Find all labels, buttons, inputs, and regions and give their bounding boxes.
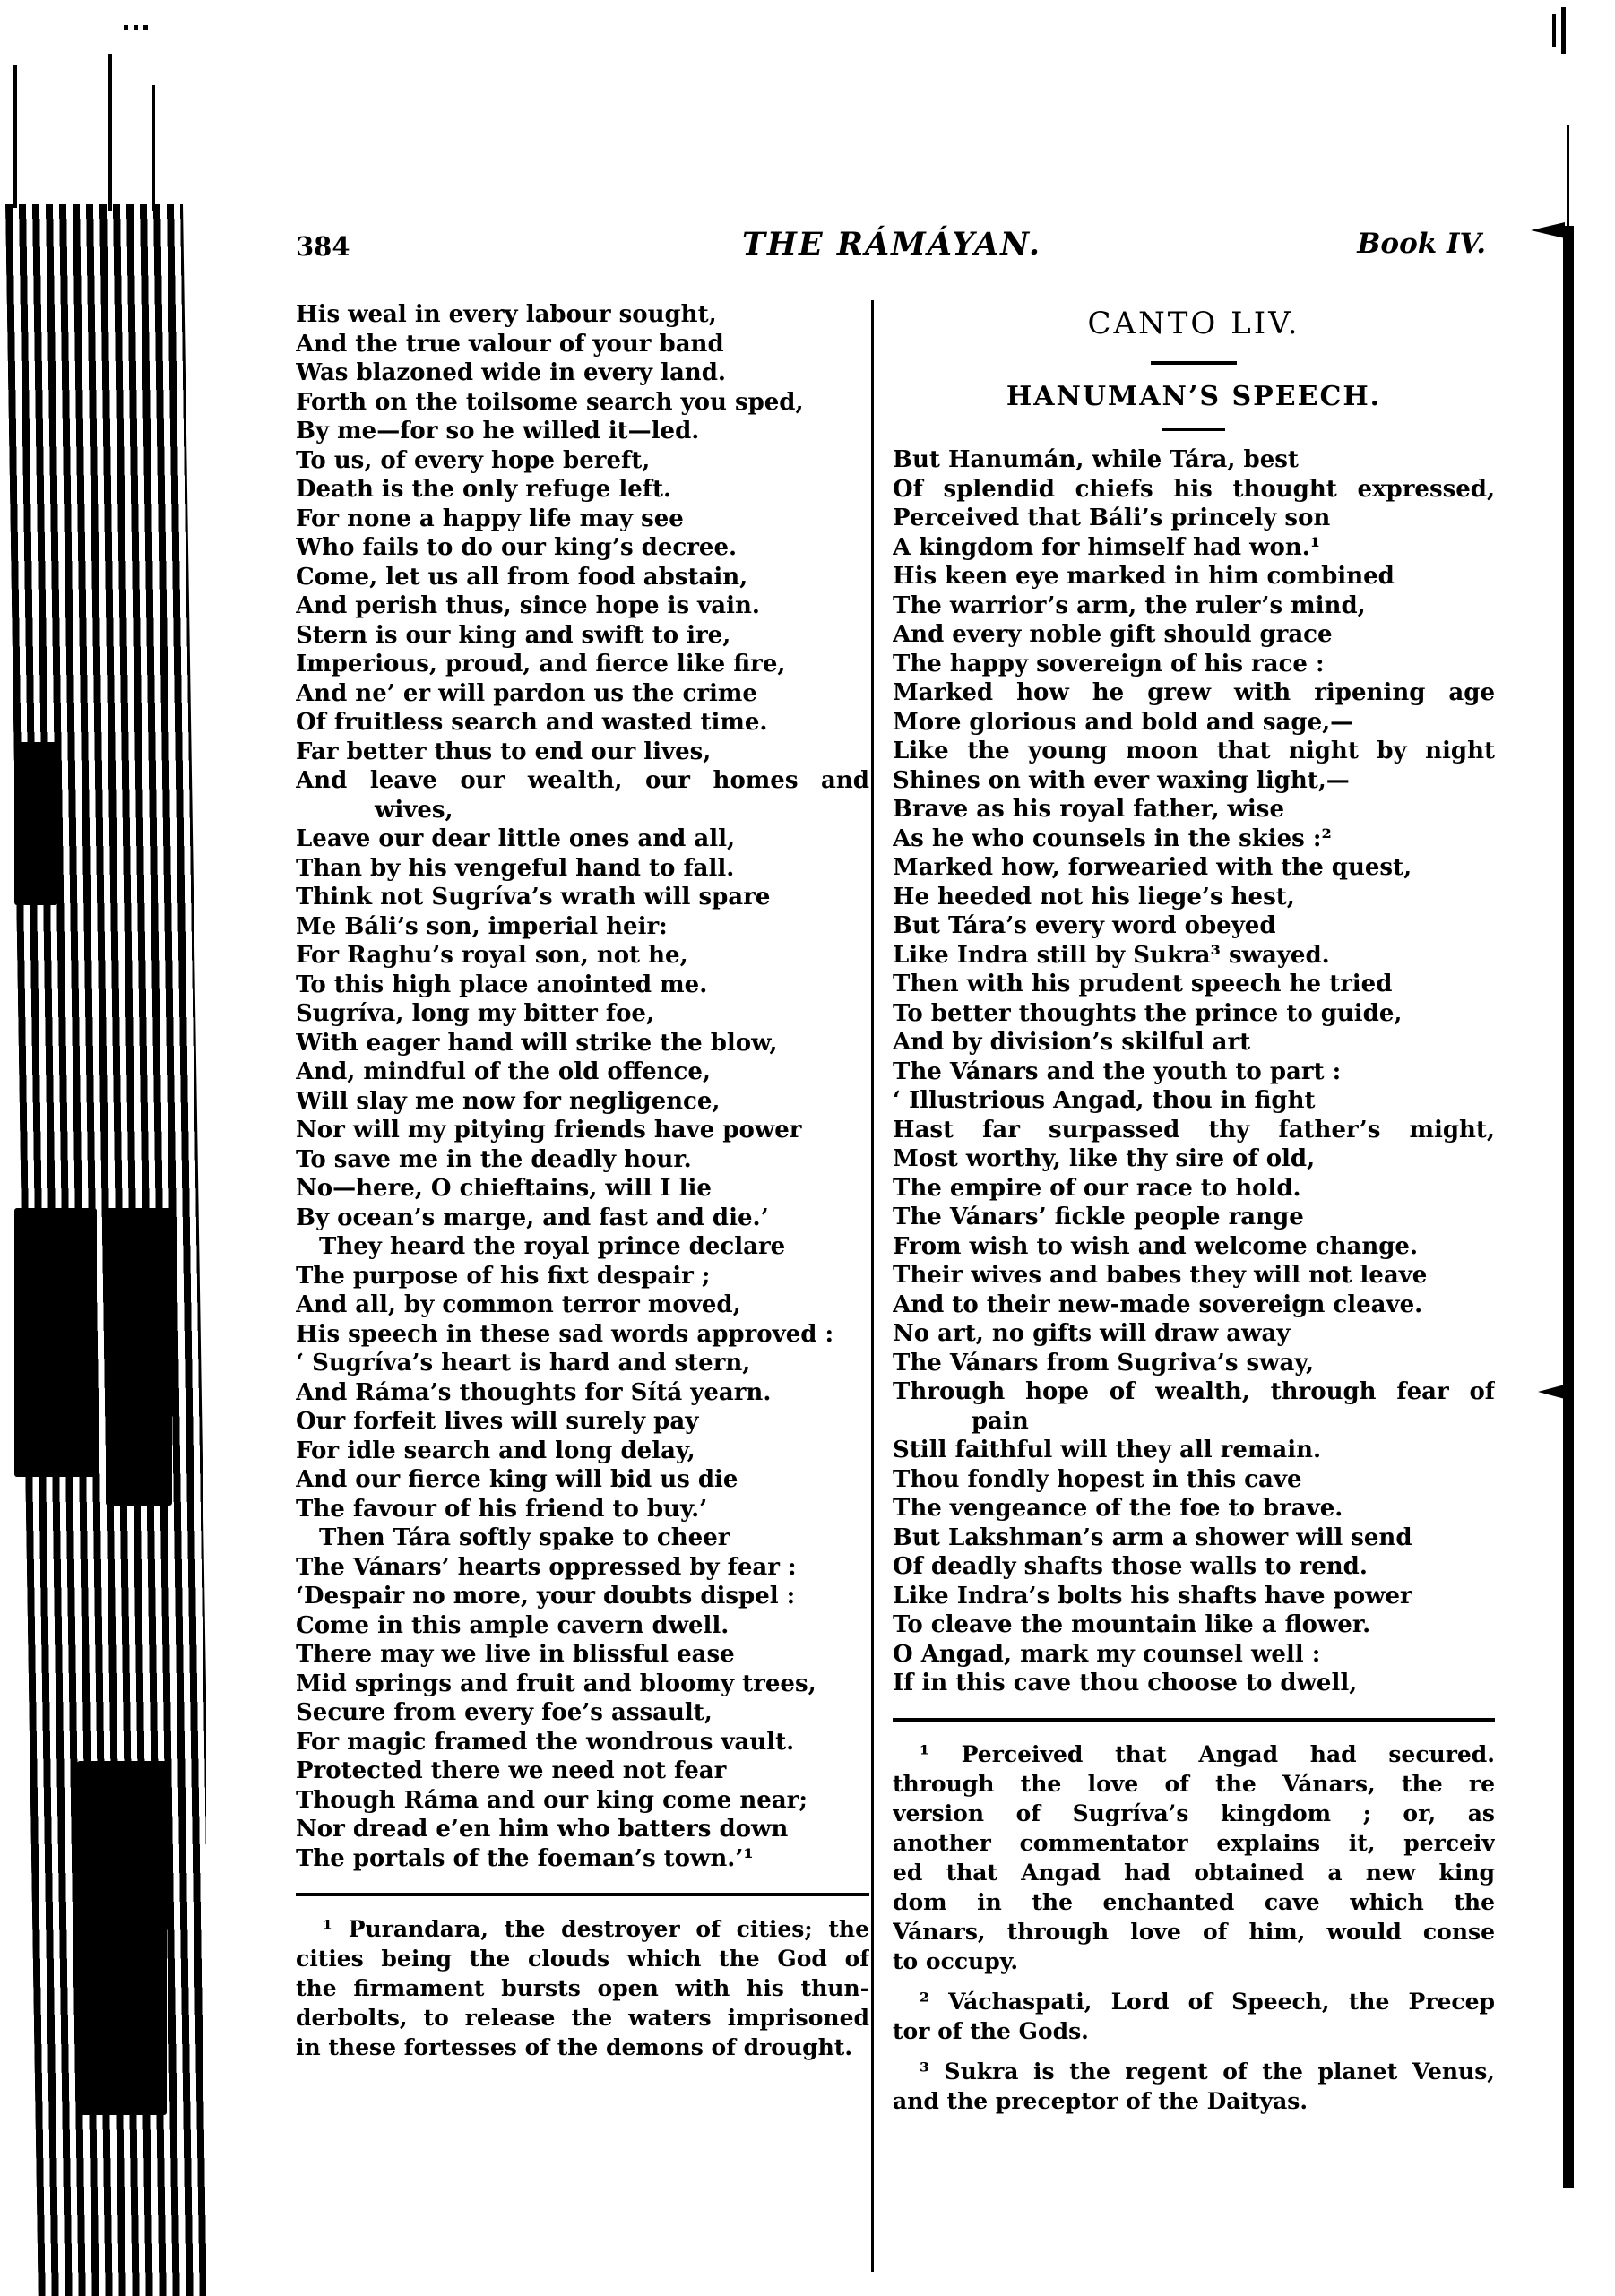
footnote-rule — [893, 1718, 1495, 1722]
ink-blob-artifact — [14, 1208, 97, 1477]
poem-line: Nor will my pitying friends have power — [296, 1117, 802, 1144]
poem-line: Secure from every foe’s assault, — [296, 1699, 712, 1726]
poem-line: The happy sovereign of his race : — [893, 650, 1325, 678]
right-poem — [893, 445, 1495, 1698]
poem-line: Leave our dear little ones and all, — [296, 825, 736, 852]
footnote-line: dom in the enchanted cave which the — [893, 1888, 1495, 1915]
poem-line: Of deadly shafts those walls to rend. — [893, 1553, 1368, 1580]
poem-line: And to their new-made sovereign cleave. — [893, 1290, 1423, 1318]
footnote-line: ² Váchaspati, Lord of Speech, the Precep — [920, 1988, 1495, 2015]
poem-line: ‘ Sugríva’s heart is hard and stern, — [296, 1350, 751, 1377]
poem-line: The warrior’s arm, the ruler’s mind, — [893, 591, 1366, 619]
poem-line: Their wives and babes they will not leave — [893, 1262, 1428, 1289]
corner-mark-artifact — [1561, 7, 1566, 54]
poem-line: Of splendid chiefs his thought expressed, — [893, 475, 1495, 503]
column-divider-rule — [871, 300, 874, 2272]
ink-blob-artifact — [77, 1761, 167, 2115]
poem-line: Like Indra’s bolts his shafts have power — [893, 1582, 1412, 1610]
poem-line: Come, let us all from food abstain, — [296, 563, 748, 591]
poem-line: Then Tára softly spake to cheer — [319, 1524, 730, 1551]
poem-line: The purpose of his fixt despair ; — [296, 1262, 711, 1290]
poem-line: Most worthy, like thy sire of old, — [893, 1145, 1316, 1172]
poem-line: His keen eye marked in him combined — [893, 563, 1395, 590]
speech-heading: HANUMAN’S SPEECH. — [1006, 381, 1382, 412]
right-column — [893, 300, 1495, 2127]
poem-line: He heeded not his liege’s hest, — [893, 883, 1295, 911]
poem-line: Me Báli’s son, imperial heir: — [296, 912, 668, 940]
footnote — [893, 1987, 1495, 2046]
heading-rule — [1162, 428, 1225, 431]
ink-blob-artifact — [106, 1208, 172, 1506]
poem-line: Though Ráma and our king come near; — [296, 1786, 808, 1814]
footnote — [296, 1914, 869, 2062]
poem-line: Far better thus to end our lives, — [296, 738, 712, 765]
footnote-line: ¹ Purandara, the destroyer of cities; the — [323, 1916, 869, 1942]
footnote-line: version of Sugríva’s kingdom ; or, as — [893, 1800, 1495, 1826]
poem-line: There may we live in blissful ease — [296, 1641, 735, 1668]
poem-line: Of fruitless search and wasted time. — [296, 709, 768, 736]
poem-line: If in this cave thou choose to dwell, — [893, 1670, 1358, 1696]
poem-line: From wish to wish and welcome change. — [893, 1232, 1419, 1260]
scan-line-artifact — [13, 65, 17, 208]
poem-line: With eager hand will strike the blow, — [296, 1029, 778, 1057]
poem-line: And our fierce king will bid us die — [296, 1466, 738, 1493]
scan-line-artifact — [108, 54, 112, 211]
page-number: 384 — [296, 231, 350, 262]
poem-line: ‘Despair no more, your doubts dispel : — [296, 1583, 796, 1610]
poem-line: To cleave the mountain like a flower. — [893, 1611, 1371, 1638]
poem-line: To us, of every hope bereft, — [296, 446, 651, 474]
poem-line: The vengeance of the foe to brave. — [893, 1495, 1343, 1522]
poem-line: And leave our wealth, our homes and — [296, 767, 869, 794]
poem-line: Shines on with ever waxing light,— — [893, 766, 1350, 794]
poem-line: Stern is our king and swift to ire, — [296, 621, 731, 649]
footnote-line: the firmament bursts open with his thun- — [296, 1975, 869, 2001]
footnote-line: tor of the Gods. — [893, 2017, 1089, 2044]
poem-line: Perceived that Báli’s princely son — [893, 505, 1331, 531]
left-footnotes — [296, 1914, 869, 2062]
footnote-rule — [296, 1893, 869, 1896]
footnote-line: to occupy. — [893, 1947, 1019, 1974]
speck-artifact — [124, 25, 177, 32]
poem-line: Nor dread e’en him who batters down — [296, 1816, 789, 1843]
poem-line: More glorious and bold and sage,— — [893, 708, 1354, 736]
poem-line: Sugríva, long my bitter foe, — [296, 1000, 655, 1027]
footnote-line: cities being the clouds which the God of — [296, 1946, 869, 1972]
poem-line: The Vánars’ hearts oppressed by fear : — [296, 1553, 797, 1581]
canto-heading: CANTO LIV. — [1087, 306, 1300, 341]
poem-line: To this high place anointed me. — [296, 971, 708, 998]
scan-gutter-artifact — [0, 0, 206, 2296]
footnote-line: in these fortesses of the demons of drought. — [296, 2034, 853, 2060]
poem-line: By me—for so he willed it—led. — [296, 418, 700, 445]
poem-line: But Tára’s every word obeyed — [893, 912, 1276, 939]
poem-line: Mid springs and fruit and bloomy trees, — [296, 1670, 816, 1697]
poem-line: Marked how, forwearied with the quest, — [893, 854, 1412, 881]
poem-line: Than by his vengeful hand to fall. — [296, 854, 735, 882]
poem-line: By ocean’s marge, and fast and die.’ — [296, 1204, 769, 1231]
page-trim-line-artifact — [1567, 125, 1569, 231]
poem-line: O Angad, mark my counsel well : — [893, 1640, 1321, 1668]
poem-line: And by division’s skilful art — [893, 1029, 1251, 1056]
poem-line: Marked how he grew with ripening age — [893, 679, 1495, 706]
poem-line: And ne’ er will pardon us the crime — [296, 679, 757, 707]
right-footnotes — [893, 1739, 1495, 2116]
footnote-line: and the preceptor of the Daityas. — [893, 2087, 1308, 2114]
poem-line: His weal in every labour sought, — [296, 301, 717, 328]
poem-line: For none a happy life may see — [296, 505, 684, 532]
poem-line: His speech in these sad words approved : — [296, 1320, 834, 1348]
poem-line: Like Indra still by Sukra³ swayed. — [893, 941, 1330, 969]
poem-line: And, mindful of the old offence, — [296, 1058, 711, 1085]
poem-line: Think not Sugríva’s wrath will spare — [296, 884, 771, 911]
poem-line: Our forfeit lives will surely pay — [296, 1408, 699, 1435]
poem-line: And Ráma’s thoughts for Sítá yearn. — [296, 1378, 772, 1406]
footnote-line: through the love of the Vánars, the re — [893, 1770, 1495, 1797]
book-label: Book IV. — [1357, 228, 1486, 260]
footnote-line: derbolts, to release the waters imprisoned — [296, 2005, 869, 2031]
poem-line: The portals of the foeman’s town.’¹ — [296, 1844, 754, 1872]
poem-line: Protected there we need not fear — [296, 1757, 727, 1784]
poem-line: And the true valour of your band — [296, 330, 724, 358]
trim-flare-artifact — [1531, 222, 1565, 238]
poem-line: For idle search and long delay, — [296, 1437, 695, 1464]
poem-line: And every noble gift should grace — [893, 621, 1333, 648]
poem-line: No art, no gifts will draw away — [893, 1320, 1291, 1347]
footnote-line: another commentator explains it, perceiv — [893, 1829, 1495, 1856]
page-trim-line-artifact — [1563, 226, 1574, 2188]
poem-line: The favour of his friend to buy.’ — [296, 1495, 708, 1523]
left-column — [296, 300, 869, 2073]
running-title: THE RÁMÁYAN. — [741, 226, 1042, 263]
heading-rule — [1151, 361, 1237, 365]
poem-line: Was blazoned wide in every land. — [296, 359, 726, 386]
poem-line: A kingdom for himself had won.¹ — [893, 533, 1321, 561]
poem-line: To save me in the deadly hour. — [296, 1145, 692, 1173]
poem-line: Hast far surpassed thy father’s might, — [893, 1116, 1495, 1144]
corner-mark-artifact — [1552, 14, 1556, 47]
poem-line: Death is the only refuge left. — [296, 476, 672, 503]
poem-line: For magic framed the wondrous vault. — [296, 1728, 795, 1756]
poem-line: Like the young moon that night by night — [893, 738, 1495, 764]
footnote-line: ed that Angad had obtained a new king — [893, 1859, 1495, 1886]
poem-line: ‘ Illustrious Angad, thou in fight — [893, 1087, 1316, 1114]
poem-line: The Vánars and the youth to part : — [893, 1057, 1342, 1085]
poem-line: Imperious, proud, and fierce like fire, — [296, 651, 786, 678]
footnote — [893, 1739, 1495, 1976]
poem-line: wives, — [375, 796, 453, 824]
poem-line: pain — [972, 1407, 1029, 1435]
poem-line: The empire of our race to hold. — [893, 1174, 1301, 1202]
left-poem — [296, 300, 869, 1873]
poem-line: Come in this ample cavern dwell. — [296, 1611, 730, 1639]
page-header — [296, 226, 1488, 265]
poem-line: Then with his prudent speech he tried — [893, 971, 1393, 997]
poem-line: The Vánars from Sugriva’s sway, — [893, 1349, 1315, 1377]
poem-line: To better thoughts the prince to guide, — [893, 999, 1403, 1027]
footnote-line: Vánars, through love of him, would conse — [893, 1918, 1495, 1945]
poem-line: But Hanumán, while Tára, best — [893, 446, 1299, 473]
ink-blob-artifact — [14, 742, 57, 905]
poem-line: And perish thus, since hope is vain. — [296, 592, 760, 619]
scan-line-artifact — [152, 85, 155, 211]
poem-line: As he who counsels in the skies :² — [893, 824, 1332, 852]
poem-line: Forth on the toilsome search you sped, — [296, 388, 804, 416]
trim-flare-artifact — [1538, 1385, 1565, 1399]
poem-line: Will slay me now for negligence, — [296, 1087, 721, 1115]
poem-line: Brave as his royal father, wise — [893, 796, 1284, 823]
footnote-line: ³ Sukra is the regent of the planet Venus, — [920, 2058, 1495, 2085]
poem-line: But Lakshman’s arm a shower will send — [893, 1523, 1412, 1551]
footnote-line: ¹ Perceived that Angad had secured. — [920, 1740, 1495, 1767]
poem-line: And all, by common terror moved, — [296, 1291, 741, 1318]
poem-line: Who fails to do our king’s decree. — [296, 534, 738, 561]
poem-line: The Vánars’ fickle people range — [893, 1204, 1304, 1230]
footnote — [893, 2057, 1495, 2116]
poem-line: Thou fondly hopest in this cave — [893, 1465, 1302, 1493]
poem-line: No—here, O chieftains, will I lie — [296, 1175, 712, 1202]
poem-line: Still faithful will they all remain. — [893, 1437, 1322, 1463]
poem-line: For Raghu’s royal son, not he, — [296, 942, 688, 969]
poem-line: Through hope of wealth, through fear of — [893, 1378, 1495, 1405]
poem-line: They heard the royal prince declare — [319, 1233, 786, 1260]
